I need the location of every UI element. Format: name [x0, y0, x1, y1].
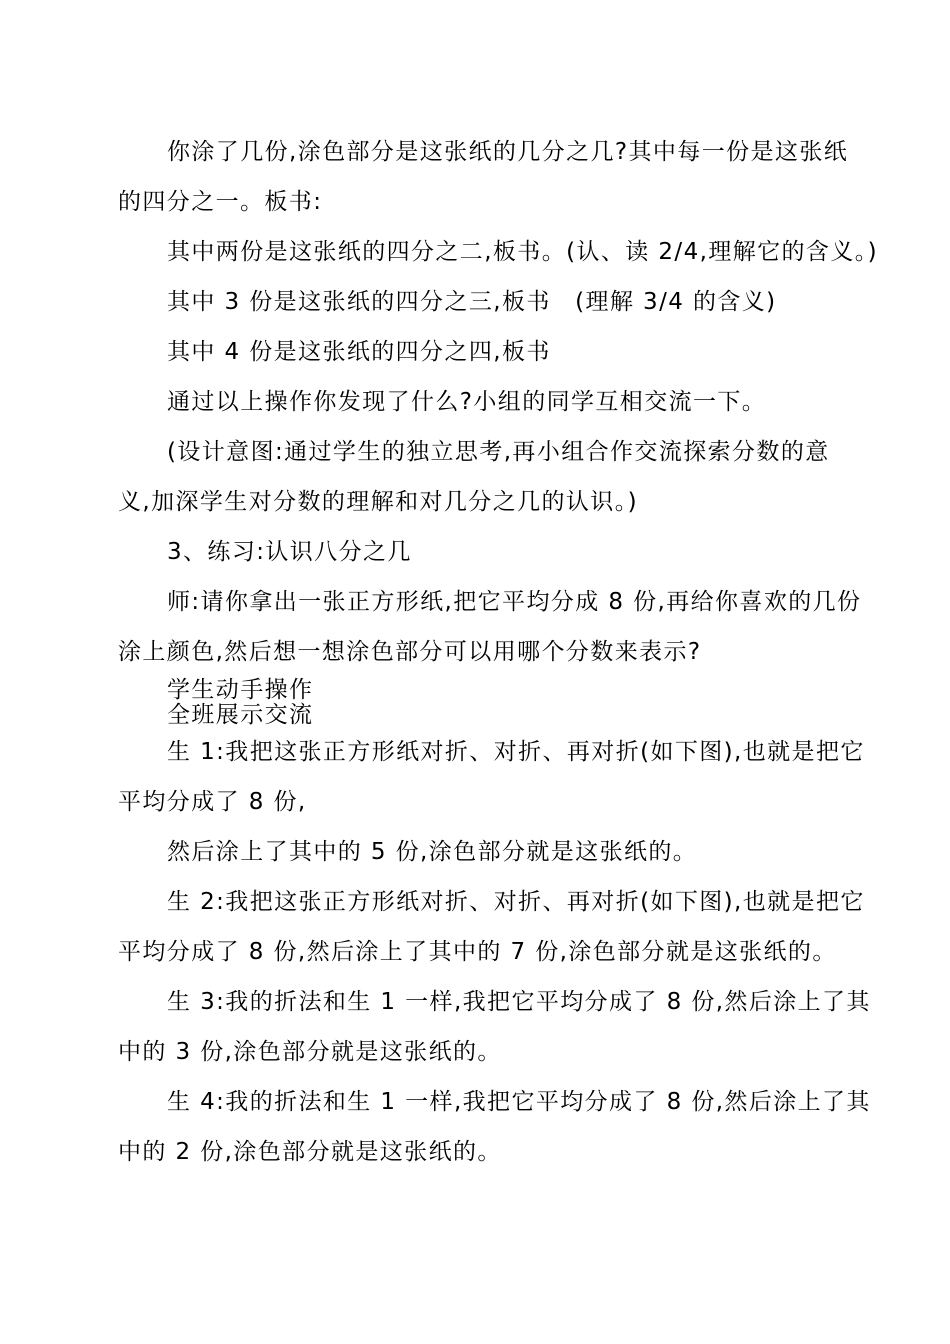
text-line: 义,加深学生对分数的理解和对几分之几的认识。) — [118, 489, 638, 515]
text-line: 通过以上操作你发现了什么?小组的同学互相交流一下。 — [167, 389, 767, 415]
text-line: 生 3:我的折法和生 1 一样,我把它平均分成了 8 份,然后涂上了其 — [167, 989, 871, 1015]
text-line: 其中 4 份是这张纸的四分之四,板书 — [167, 339, 551, 365]
text-line: 全班展示交流 — [167, 702, 314, 728]
text-line: 然后涂上了其中的 5 份,涂色部分就是这张纸的。 — [167, 839, 698, 865]
text-line: (设计意图:通过学生的独立思考,再小组合作交流探索分数的意 — [167, 439, 830, 465]
text-line: 平均分成了 8 份, — [118, 789, 307, 815]
text-line: 其中两份是这张纸的四分之二,板书。(认、读 2/4,理解它的含义。) — [167, 239, 878, 265]
text-line: 生 4:我的折法和生 1 一样,我把它平均分成了 8 份,然后涂上了其 — [167, 1089, 871, 1115]
text-line: 其中 3 份是这张纸的四分之三,板书 (理解 3/4 的含义) — [167, 289, 777, 315]
section-heading: 3、练习:认识八分之几 — [167, 539, 412, 565]
text-line: 学生动手操作 — [167, 677, 314, 703]
text-line: 平均分成了 8 份,然后涂上了其中的 7 份,涂色部分就是这张纸的。 — [118, 939, 837, 965]
text-line: 的四分之一。板书: — [118, 189, 323, 215]
text-line: 中的 2 份,涂色部分就是这张纸的。 — [118, 1139, 502, 1165]
text-line: 中的 3 份,涂色部分就是这张纸的。 — [118, 1039, 502, 1065]
text-line: 你涂了几份,涂色部分是这张纸的几分之几?其中每一份是这张纸 — [167, 139, 849, 165]
text-line: 生 2:我把这张正方形纸对折、对折、再对折(如下图),也就是把它 — [167, 889, 865, 915]
text-line: 师:请你拿出一张正方形纸,把它平均分成 8 份,再给你喜欢的几份 — [167, 589, 862, 615]
text-line: 生 1:我把这张正方形纸对折、对折、再对折(如下图),也就是把它 — [167, 739, 865, 765]
text-line: 涂上颜色,然后想一想涂色部分可以用哪个分数来表示? — [118, 639, 702, 665]
